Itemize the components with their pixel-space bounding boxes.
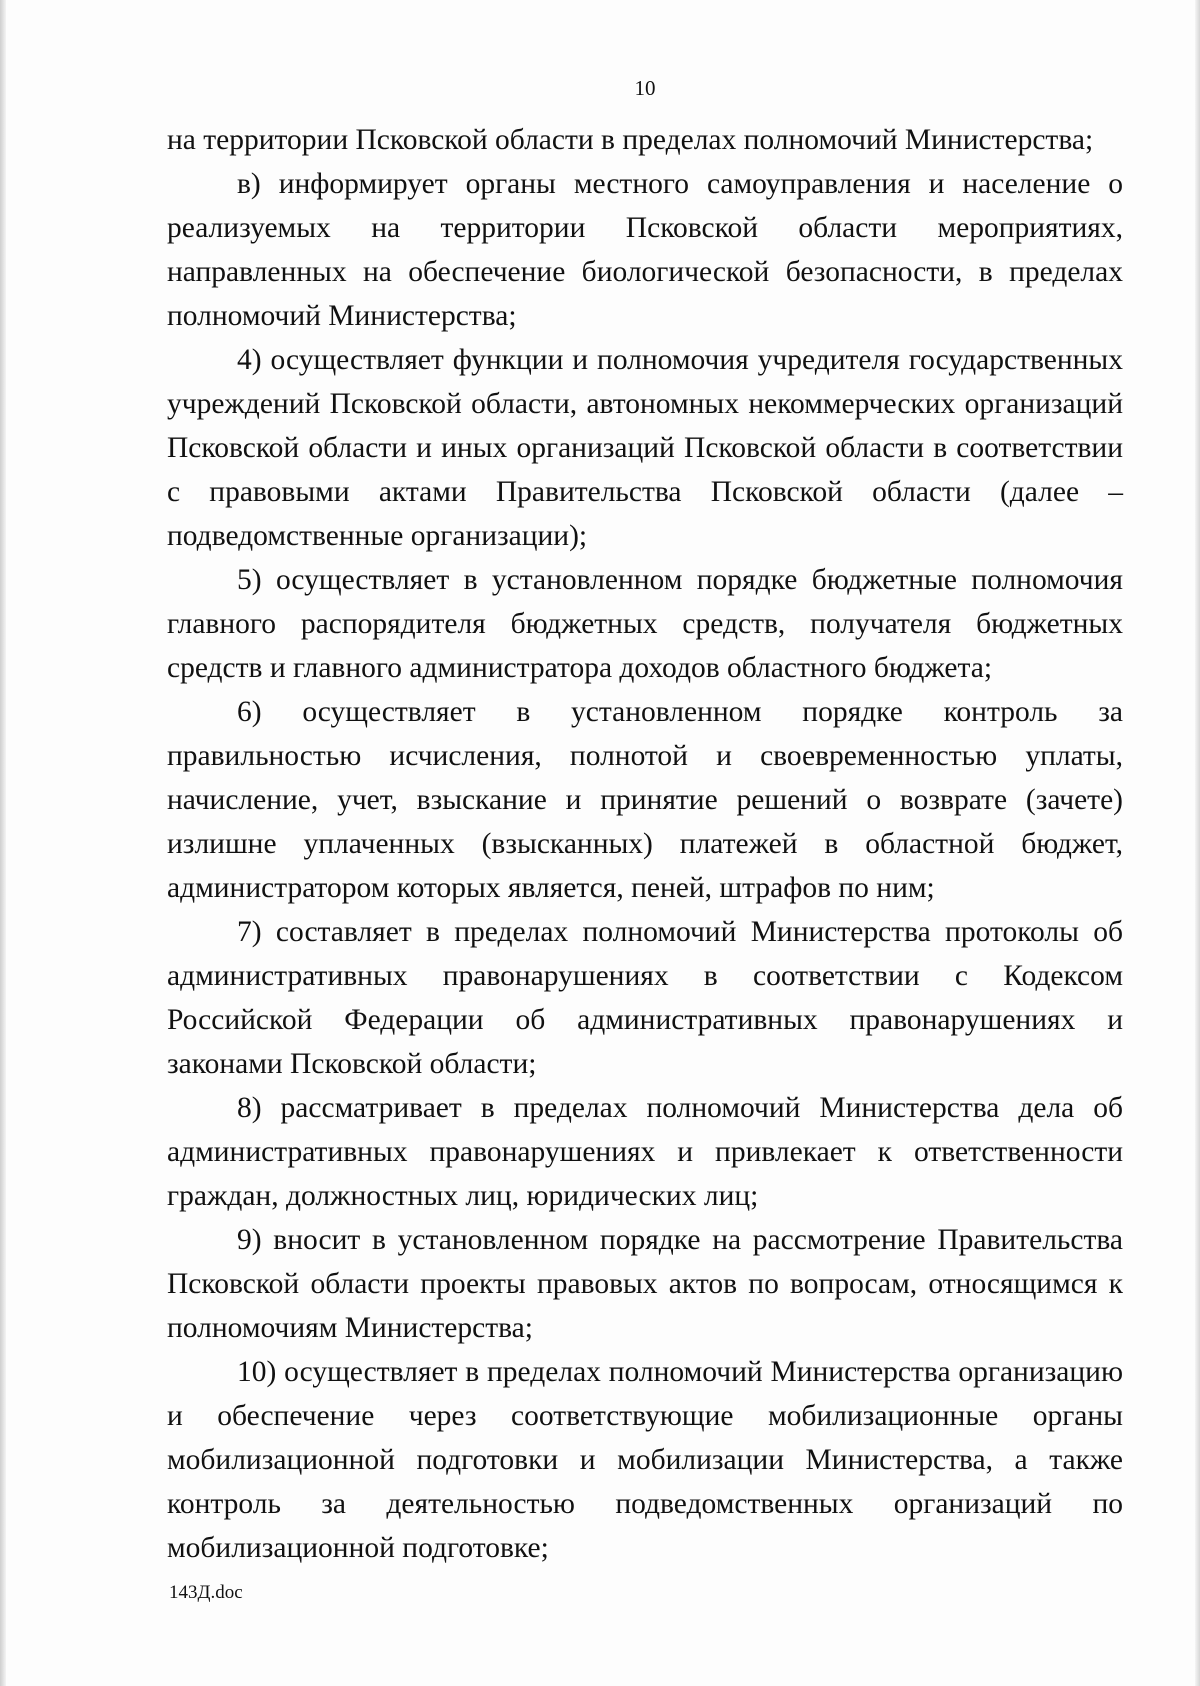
scan-edge-left (0, 0, 6, 1686)
paragraph-item-7: 7) составляет в пределах полномочий Министерства протоколы об административных правонарушениях в соответствии с Кодексом Российской Федерации об административных правонарушениях и законами Псковской области; (167, 916, 1123, 1080)
paragraph-item-4: 4) осуществляет функции и полномочия учредителя государственных учреждений Псковской области, автономных некоммерческих организаций Псковской области и иных организаций Псковской области в соответствии с правовыми актами Правительства Псковской области (далее – подведомственные организации); (167, 344, 1123, 552)
paragraph-item-6: 6) осуществляет в установленном порядке контроль за правильностью исчисления, полнотой и своевременностью уплаты, начисление, учет, взыскание и принятие решений о возврате (зачете) излишне уплаченных (взысканных) платежей в областной бюджет, администратором которых является, пеней, штрафов по ним; (167, 696, 1123, 904)
paragraph-continuation: на территории Псковской области в пределах полномочий Министерства; (167, 124, 1094, 156)
paragraph-item-5: 5) осуществляет в установленном порядке бюджетные полномочия главного распорядителя бюджетных средств, получателя бюджетных средств и главного администратора доходов областного бюджета; (167, 564, 1123, 684)
paragraph-item-10: 10) осуществляет в пределах полномочий Министерства организацию и обеспечение через соответствующие мобилизационные органы мобилизационной подготовки и мобилизации Министерства, а также контроль за деятельностью подведомственных организаций по мобилизационной подготовке; (167, 1356, 1123, 1564)
scan-edge-right (1195, 0, 1200, 1686)
document-body (167, 118, 1123, 1570)
paragraph-item-v: в) информирует органы местного самоуправления и население о реализуемых на территории Псковской области мероприятиях, направленных на обеспечение биологической безопасности, в пределах полномочий Министерства; (167, 168, 1123, 332)
footer-file-name: 143Д.doc (169, 1582, 243, 1603)
paragraph-item-9: 9) вносит в установленном порядке на рассмотрение Правительства Псковской области проекты правовых актов по вопросам, относящимся к полномочиям Министерства; (167, 1224, 1123, 1344)
page-number: 10 (634, 76, 656, 100)
paragraph-item-8: 8) рассматривает в пределах полномочий Министерства дела об административных правонарушениях и привлекает к ответственности граждан, должностных лиц, юридических лиц; (167, 1092, 1123, 1212)
